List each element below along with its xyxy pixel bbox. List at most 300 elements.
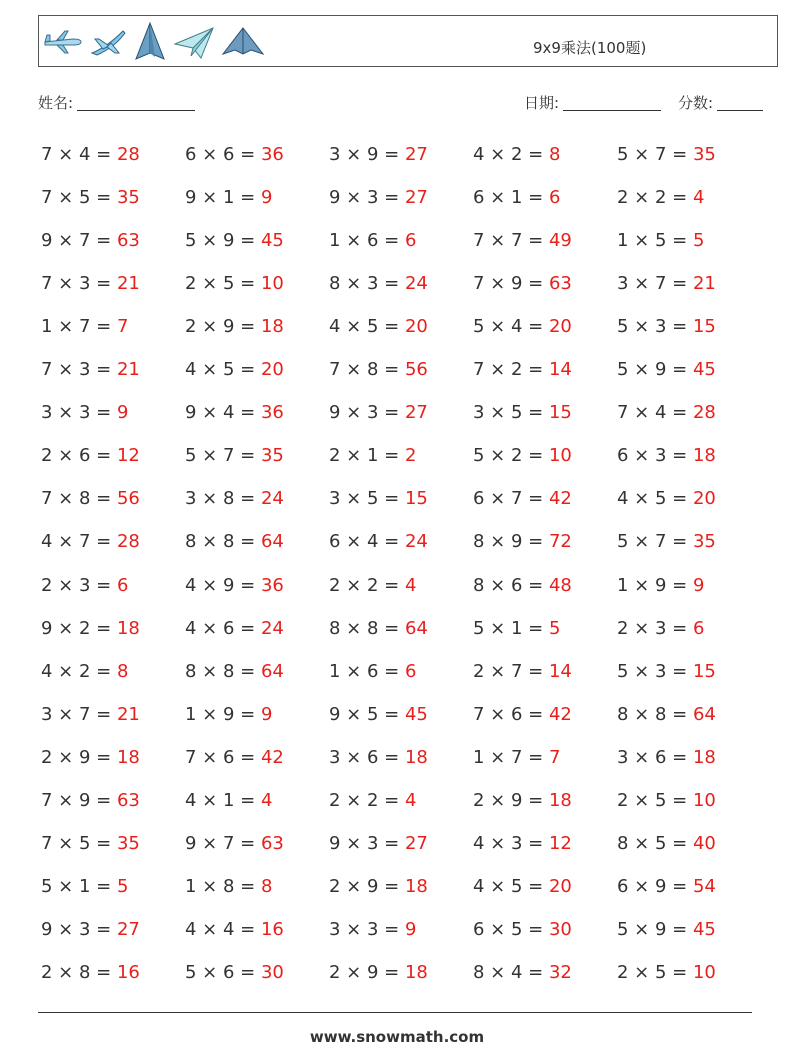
operand-b: 6 xyxy=(366,230,379,252)
operand-a: 5 xyxy=(617,660,629,682)
equals-sign: = xyxy=(378,918,405,940)
operand-b: 9 xyxy=(366,961,379,983)
operand-a: 9 xyxy=(41,617,53,639)
equals-sign: = xyxy=(378,660,405,682)
operand-b: 3 xyxy=(366,918,379,940)
operand-a: 7 xyxy=(41,789,53,811)
equals-sign: = xyxy=(378,488,405,510)
operand-b: 3 xyxy=(78,273,91,295)
operand-a: 2 xyxy=(617,617,629,639)
problem-item xyxy=(473,833,572,855)
operand-a: 5 xyxy=(473,316,485,338)
equals-sign: = xyxy=(522,230,549,252)
problem-item xyxy=(185,144,284,166)
times-sign: × xyxy=(340,875,367,897)
answer: 6 xyxy=(404,230,417,252)
operand-b: 8 xyxy=(78,961,91,983)
operand-a: 2 xyxy=(329,445,341,467)
times-sign: × xyxy=(628,273,655,295)
answer: 7 xyxy=(548,746,561,768)
operand-a: 5 xyxy=(617,359,629,381)
equals-sign: = xyxy=(234,359,261,381)
operand-a: 4 xyxy=(329,316,341,338)
airplane-icon xyxy=(43,27,83,57)
problem-item xyxy=(473,876,572,898)
answer: 64 xyxy=(260,531,284,553)
times-sign: × xyxy=(484,316,511,338)
operand-b: 5 xyxy=(510,918,523,940)
operand-a: 1 xyxy=(473,746,485,768)
times-sign: × xyxy=(484,187,511,209)
operand-b: 6 xyxy=(222,144,235,165)
operand-a: 2 xyxy=(473,789,485,811)
operand-b: 8 xyxy=(366,617,379,639)
answer: 21 xyxy=(116,359,140,381)
answer: 35 xyxy=(116,187,140,209)
times-sign: × xyxy=(484,144,511,165)
equals-sign: = xyxy=(90,488,117,510)
equals-sign: = xyxy=(522,660,549,682)
problem-item xyxy=(185,833,284,855)
operand-a: 9 xyxy=(185,402,197,424)
operand-a: 5 xyxy=(617,918,629,940)
equals-sign: = xyxy=(666,574,693,596)
operand-b: 4 xyxy=(366,531,379,553)
operand-a: 5 xyxy=(617,316,629,338)
problem-item xyxy=(473,531,572,553)
operand-a: 5 xyxy=(473,445,485,467)
answer: 63 xyxy=(116,789,140,811)
answer: 15 xyxy=(692,660,716,682)
answer: 45 xyxy=(260,230,284,252)
problem-item xyxy=(185,575,284,597)
operand-b: 9 xyxy=(654,359,667,381)
operand-a: 9 xyxy=(41,918,53,940)
problem-item xyxy=(185,618,284,640)
operand-a: 3 xyxy=(329,918,341,940)
operand-b: 5 xyxy=(654,832,667,854)
operand-a: 6 xyxy=(185,144,197,165)
operand-a: 2 xyxy=(329,875,341,897)
operand-a: 2 xyxy=(617,187,629,209)
operand-a: 4 xyxy=(41,531,53,553)
operand-b: 5 xyxy=(222,273,235,295)
answer: 56 xyxy=(116,488,140,510)
operand-b: 9 xyxy=(366,144,379,165)
jet-plane-icon xyxy=(89,25,127,59)
times-sign: × xyxy=(52,531,79,553)
times-sign: × xyxy=(196,918,223,940)
answer: 4 xyxy=(404,789,417,811)
operand-b: 6 xyxy=(78,445,91,467)
answer: 36 xyxy=(260,402,284,424)
times-sign: × xyxy=(628,703,655,725)
times-sign: × xyxy=(340,746,367,768)
operand-b: 7 xyxy=(510,746,523,768)
problem-item xyxy=(617,618,704,640)
problem-item xyxy=(473,144,560,166)
problem-item xyxy=(329,402,428,424)
operand-a: 7 xyxy=(41,359,53,381)
times-sign: × xyxy=(196,445,223,467)
operand-b: 9 xyxy=(654,918,667,940)
operand-a: 1 xyxy=(617,574,629,596)
score-field xyxy=(678,92,763,113)
times-sign: × xyxy=(196,875,223,897)
operand-b: 6 xyxy=(366,746,379,768)
answer: 18 xyxy=(404,961,428,983)
operand-b: 5 xyxy=(654,488,667,510)
operand-b: 7 xyxy=(78,230,91,252)
equals-sign: = xyxy=(522,875,549,897)
equals-sign: = xyxy=(666,875,693,897)
operand-b: 5 xyxy=(654,961,667,983)
problem-item xyxy=(41,187,140,209)
times-sign: × xyxy=(484,875,511,897)
times-sign: × xyxy=(52,359,79,381)
answer: 14 xyxy=(548,660,572,682)
operand-a: 6 xyxy=(617,445,629,467)
operand-a: 5 xyxy=(41,875,53,897)
times-sign: × xyxy=(628,574,655,596)
times-sign: × xyxy=(52,402,79,424)
operand-b: 9 xyxy=(222,703,235,725)
operand-b: 4 xyxy=(78,144,91,165)
times-sign: × xyxy=(628,488,655,510)
problem-item xyxy=(41,316,128,338)
operand-a: 7 xyxy=(41,832,53,854)
equals-sign: = xyxy=(90,402,117,424)
operand-a: 2 xyxy=(41,746,53,768)
times-sign: × xyxy=(340,617,367,639)
operand-b: 9 xyxy=(78,746,91,768)
equals-sign: = xyxy=(90,617,117,639)
answer: 14 xyxy=(548,359,572,381)
equals-sign: = xyxy=(522,445,549,467)
problem-item xyxy=(617,575,704,597)
problem-item xyxy=(41,919,140,941)
paper-plane-icon xyxy=(173,24,215,60)
problem-item xyxy=(617,790,716,812)
problem-item xyxy=(617,747,716,769)
operand-a: 3 xyxy=(41,703,53,725)
problem-item xyxy=(41,488,140,510)
problem-item xyxy=(185,790,272,812)
operand-b: 4 xyxy=(510,316,523,338)
equals-sign: = xyxy=(90,230,117,252)
equals-sign: = xyxy=(90,273,117,295)
equals-sign: = xyxy=(522,832,549,854)
times-sign: × xyxy=(196,531,223,553)
answer: 18 xyxy=(260,316,284,338)
footer-divider xyxy=(38,1012,752,1013)
answer: 64 xyxy=(260,660,284,682)
operand-a: 9 xyxy=(41,230,53,252)
operand-b: 7 xyxy=(78,703,91,725)
equals-sign: = xyxy=(378,961,405,983)
problem-item xyxy=(41,273,140,295)
times-sign: × xyxy=(52,660,79,682)
equals-sign: = xyxy=(378,359,405,381)
operand-b: 9 xyxy=(654,574,667,596)
operand-b: 7 xyxy=(654,144,667,165)
answer: 24 xyxy=(260,488,284,510)
times-sign: × xyxy=(52,875,79,897)
times-sign: × xyxy=(484,230,511,252)
operand-a: 2 xyxy=(185,316,197,338)
operand-a: 5 xyxy=(617,144,629,165)
times-sign: × xyxy=(196,402,223,424)
operand-a: 9 xyxy=(329,832,341,854)
operand-b: 5 xyxy=(78,832,91,854)
equals-sign: = xyxy=(522,574,549,596)
equals-sign: = xyxy=(90,531,117,553)
times-sign: × xyxy=(484,961,511,983)
score-blank[interactable] xyxy=(717,94,763,111)
times-sign: × xyxy=(484,574,511,596)
answer: 27 xyxy=(404,832,428,854)
operand-a: 7 xyxy=(41,144,53,165)
operand-b: 3 xyxy=(366,832,379,854)
equals-sign: = xyxy=(378,703,405,725)
times-sign: × xyxy=(196,617,223,639)
problem-item xyxy=(41,833,140,855)
operand-b: 7 xyxy=(222,445,235,467)
equals-sign: = xyxy=(90,789,117,811)
equals-sign: = xyxy=(234,961,261,983)
operand-b: 6 xyxy=(222,961,235,983)
answer: 27 xyxy=(116,918,140,940)
answer: 5 xyxy=(548,617,561,639)
operand-a: 5 xyxy=(473,617,485,639)
times-sign: × xyxy=(340,531,367,553)
answer: 15 xyxy=(548,402,572,424)
problem-item xyxy=(185,187,272,209)
problem-item xyxy=(329,488,428,510)
operand-b: 9 xyxy=(222,230,235,252)
operand-b: 2 xyxy=(510,144,523,165)
operand-a: 8 xyxy=(617,703,629,725)
operand-a: 4 xyxy=(473,832,485,854)
times-sign: × xyxy=(628,187,655,209)
equals-sign: = xyxy=(234,402,261,424)
operand-b: 6 xyxy=(222,617,235,639)
date-label: 日期: xyxy=(524,94,560,112)
operand-a: 1 xyxy=(185,875,197,897)
times-sign: × xyxy=(484,832,511,854)
times-sign: × xyxy=(628,961,655,983)
problem-item xyxy=(185,919,284,941)
equals-sign: = xyxy=(234,316,261,338)
operand-b: 4 xyxy=(510,961,523,983)
times-sign: × xyxy=(340,316,367,338)
equals-sign: = xyxy=(234,531,261,553)
operand-b: 9 xyxy=(510,531,523,553)
operand-b: 8 xyxy=(222,531,235,553)
problem-item xyxy=(473,230,572,252)
operand-a: 6 xyxy=(473,918,485,940)
answer: 10 xyxy=(692,961,716,983)
date-field xyxy=(524,92,661,113)
problem-item xyxy=(41,790,140,812)
times-sign: × xyxy=(484,789,511,811)
answer: 28 xyxy=(116,144,140,165)
times-sign: × xyxy=(52,273,79,295)
equals-sign: = xyxy=(522,703,549,725)
times-sign: × xyxy=(484,402,511,424)
problem-item xyxy=(617,488,716,510)
problem-item xyxy=(41,575,128,597)
equals-sign: = xyxy=(378,875,405,897)
operand-b: 9 xyxy=(222,574,235,596)
times-sign: × xyxy=(52,187,79,209)
problem-item xyxy=(473,747,560,769)
operand-b: 8 xyxy=(654,703,667,725)
operand-b: 5 xyxy=(366,488,379,510)
answer: 30 xyxy=(260,961,284,983)
operand-b: 2 xyxy=(366,789,379,811)
problem-item xyxy=(41,359,140,381)
times-sign: × xyxy=(52,789,79,811)
equals-sign: = xyxy=(378,789,405,811)
operand-a: 2 xyxy=(617,789,629,811)
problem-item xyxy=(473,187,560,209)
answer: 21 xyxy=(116,703,140,725)
operand-a: 3 xyxy=(329,488,341,510)
times-sign: × xyxy=(628,359,655,381)
answer: 24 xyxy=(404,531,428,553)
times-sign: × xyxy=(196,961,223,983)
operand-a: 4 xyxy=(185,359,197,381)
operand-b: 4 xyxy=(654,402,667,424)
date-blank[interactable] xyxy=(563,94,661,111)
answer: 72 xyxy=(548,531,572,553)
operand-b: 3 xyxy=(78,574,91,596)
problem-item xyxy=(41,962,140,984)
answer: 9 xyxy=(404,918,417,940)
operand-b: 9 xyxy=(366,875,379,897)
operand-a: 7 xyxy=(41,273,53,295)
answer: 6 xyxy=(404,660,417,682)
equals-sign: = xyxy=(90,359,117,381)
problem-item xyxy=(41,531,140,553)
problem-item xyxy=(185,661,284,683)
name-blank[interactable] xyxy=(77,94,195,111)
operand-a: 4 xyxy=(185,617,197,639)
times-sign: × xyxy=(340,832,367,854)
problem-item xyxy=(473,273,572,295)
equals-sign: = xyxy=(234,660,261,682)
answer: 49 xyxy=(548,230,572,252)
operand-b: 8 xyxy=(78,488,91,510)
equals-sign: = xyxy=(666,832,693,854)
problem-item xyxy=(329,876,428,898)
answer: 5 xyxy=(116,875,129,897)
equals-sign: = xyxy=(234,617,261,639)
times-sign: × xyxy=(196,230,223,252)
problem-item xyxy=(185,704,272,726)
answer: 16 xyxy=(260,918,284,940)
times-sign: × xyxy=(196,660,223,682)
operand-a: 2 xyxy=(41,574,53,596)
operand-a: 4 xyxy=(185,574,197,596)
problem-item xyxy=(41,661,128,683)
problem-item xyxy=(185,402,284,424)
times-sign: × xyxy=(340,918,367,940)
answer: 12 xyxy=(116,445,140,467)
equals-sign: = xyxy=(522,316,549,338)
times-sign: × xyxy=(484,703,511,725)
operand-a: 3 xyxy=(329,746,341,768)
times-sign: × xyxy=(52,230,79,252)
operand-a: 5 xyxy=(185,445,197,467)
problem-item xyxy=(329,187,428,209)
times-sign: × xyxy=(484,445,511,467)
operand-b: 3 xyxy=(654,660,667,682)
operand-a: 1 xyxy=(41,316,53,338)
answer: 28 xyxy=(116,531,140,553)
operand-a: 7 xyxy=(473,273,485,295)
operand-b: 3 xyxy=(366,402,379,424)
operand-b: 5 xyxy=(510,875,523,897)
operand-b: 3 xyxy=(78,359,91,381)
problem-item xyxy=(329,919,416,941)
times-sign: × xyxy=(196,703,223,725)
operand-a: 1 xyxy=(617,230,629,252)
answer: 27 xyxy=(404,402,428,424)
problem-item xyxy=(329,962,428,984)
times-sign: × xyxy=(484,660,511,682)
operand-a: 7 xyxy=(41,488,53,510)
answer: 6 xyxy=(116,574,129,596)
equals-sign: = xyxy=(234,187,261,209)
answer: 18 xyxy=(116,746,140,768)
answer: 12 xyxy=(548,832,572,854)
equals-sign: = xyxy=(90,187,117,209)
answer: 4 xyxy=(404,574,417,596)
equals-sign: = xyxy=(666,402,693,424)
operand-b: 3 xyxy=(78,402,91,424)
problem-item xyxy=(617,316,716,338)
equals-sign: = xyxy=(234,832,261,854)
times-sign: × xyxy=(52,617,79,639)
equals-sign: = xyxy=(666,445,693,467)
equals-sign: = xyxy=(90,703,117,725)
equals-sign: = xyxy=(522,918,549,940)
operand-a: 9 xyxy=(329,703,341,725)
equals-sign: = xyxy=(522,746,549,768)
problem-item xyxy=(329,790,416,812)
problem-item xyxy=(185,359,284,381)
answer: 48 xyxy=(548,574,572,596)
equals-sign: = xyxy=(666,660,693,682)
problem-item xyxy=(329,833,428,855)
operand-a: 8 xyxy=(185,660,197,682)
times-sign: × xyxy=(52,918,79,940)
worksheet-title: 9x9乘法(100题) xyxy=(533,39,647,57)
times-sign: × xyxy=(340,402,367,424)
times-sign: × xyxy=(340,660,367,682)
answer: 18 xyxy=(692,746,716,768)
equals-sign: = xyxy=(522,359,549,381)
operand-b: 7 xyxy=(78,531,91,553)
answer: 28 xyxy=(692,402,716,424)
times-sign: × xyxy=(484,918,511,940)
operand-a: 7 xyxy=(473,703,485,725)
answer: 7 xyxy=(116,316,129,338)
operand-b: 1 xyxy=(222,187,235,209)
answer: 5 xyxy=(692,230,705,252)
